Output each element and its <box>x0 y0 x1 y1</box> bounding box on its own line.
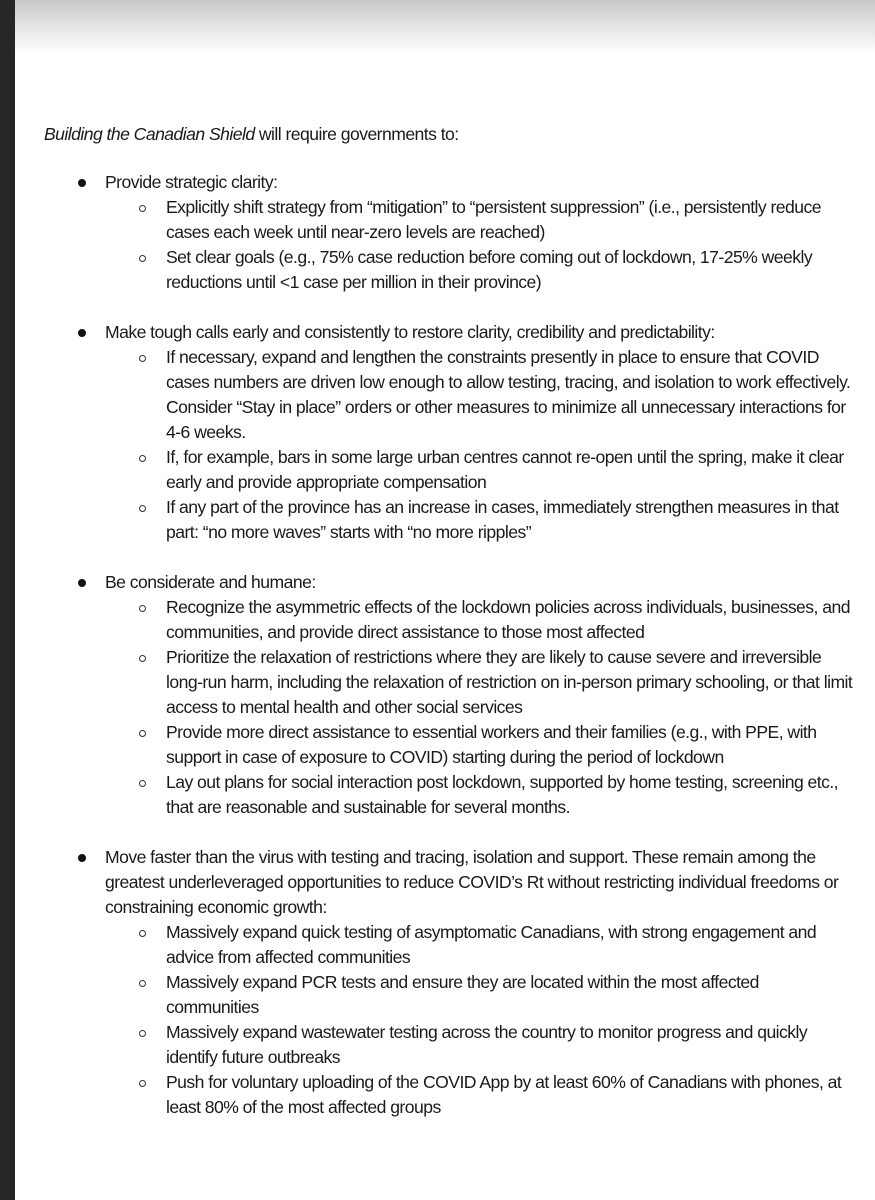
sub-item <box>105 1020 854 1070</box>
bullet-text: Make tough calls early and consistently to restore clarity, credibility and predictability: <box>105 322 715 342</box>
sub-list <box>105 920 854 1120</box>
sub-item <box>105 720 854 770</box>
sub-item-text: Explicitly shift strategy from “mitigation” to “persistent suppression” (i.e., persistently reduce cases each week until near-zero levels are reached) <box>166 197 821 242</box>
sub-bullet-ring-icon <box>139 1080 146 1087</box>
sub-bullet-ring-icon <box>139 930 146 937</box>
page-top-shadow <box>15 0 875 55</box>
sub-item-text: Recognize the asymmetric effects of the lockdown policies across individuals, businesses, and communities, and provide direct assistance to those most affected <box>166 597 850 642</box>
sub-item <box>105 770 854 820</box>
sub-item <box>105 195 854 245</box>
bullet-tough-calls <box>44 320 854 545</box>
sub-item-text: If any part of the province has an increase in cases, immediately strengthen measures in that part: “no more waves” starts with “no more ripples” <box>166 497 839 542</box>
bullet-dot-icon <box>78 854 86 862</box>
sub-item <box>105 495 854 545</box>
sub-bullet-ring-icon <box>139 255 146 262</box>
sub-item-text: Set clear goals (e.g., 75% case reduction before coming out of lockdown, 17-25% weekly reductions until <1 case per million in their province) <box>166 247 813 292</box>
sub-item-text: Lay out plans for social interaction post lockdown, supported by home testing, screening etc., that are reasonable and sustainable for several months. <box>166 772 839 817</box>
sub-bullet-ring-icon <box>139 1030 146 1037</box>
sub-bullet-ring-icon <box>139 780 146 787</box>
sub-item-text: Massively expand quick testing of asymptomatic Canadians, with strong engagement and advice from affected communities <box>166 922 817 967</box>
sub-item <box>105 645 854 720</box>
sub-bullet-ring-icon <box>139 655 146 662</box>
sub-bullet-ring-icon <box>139 205 146 212</box>
bullet-text: Move faster than the virus with testing and tracing, isolation and support. These remain among the greatest underleveraged opportunities to reduce COVID’s Rt without restricting individual freedoms or constraining economic growth: <box>105 847 839 917</box>
sub-item <box>105 920 854 970</box>
sub-item <box>105 1070 854 1120</box>
sub-item-text: Provide more direct assistance to essential workers and their families (e.g., with PPE, with support in case of exposure to COVID) starting during the period of lockdown <box>166 722 817 767</box>
sub-item-text: Push for voluntary uploading of the COVID App by at least 60% of Canadians with phones, at least 80% of the most affected groups <box>166 1072 842 1117</box>
document-body <box>44 122 854 1145</box>
sub-item-text: Prioritize the relaxation of restrictions where they are likely to cause severe and irreversible long-run harm, including the relaxation of restriction on in-person primary schooling, or that limit access to mental health and other social services <box>166 647 853 717</box>
sub-item <box>105 595 854 645</box>
sub-bullet-ring-icon <box>139 455 146 462</box>
sub-item <box>105 345 854 445</box>
sub-list <box>105 595 854 820</box>
sub-item <box>105 445 854 495</box>
bullet-dot-icon <box>78 579 86 587</box>
bullet-testing-tracing <box>44 845 854 1120</box>
sub-item-text: If necessary, expand and lengthen the constraints presently in place to ensure that COVID cases numbers are driven low enough to allow testing, tracing, and isolation to work effectively. Consider “Stay in place” orders or other measures to minimize all unnecessary interactions for 4-6 weeks. <box>166 347 851 442</box>
bullet-considerate-humane <box>44 570 854 820</box>
sub-bullet-ring-icon <box>139 605 146 612</box>
bullet-text: Be considerate and humane: <box>105 572 316 592</box>
sub-bullet-ring-icon <box>139 730 146 737</box>
bullet-dot-icon <box>78 329 86 337</box>
sub-item-text: Massively expand PCR tests and ensure they are located within the most affected communities <box>166 972 759 1017</box>
sub-item <box>105 245 854 295</box>
intro-italic-title: Building the Canadian Shield <box>44 124 255 144</box>
intro-rest: will require governments to: <box>254 124 459 144</box>
bullet-dot-icon <box>78 179 86 187</box>
sub-bullet-ring-icon <box>139 980 146 987</box>
sub-bullet-ring-icon <box>139 355 146 362</box>
sub-list <box>105 195 854 295</box>
sub-list <box>105 345 854 545</box>
bullet-text: Provide strategic clarity: <box>105 172 278 192</box>
sub-item-text: Massively expand wastewater testing across the country to monitor progress and quickly identify future outbreaks <box>166 1022 808 1067</box>
sub-item <box>105 970 854 1020</box>
viewer-left-edge <box>0 0 15 1200</box>
sub-item-text: If, for example, bars in some large urban centres cannot re-open until the spring, make it clear early and provide appropriate compensation <box>166 447 844 492</box>
intro-sentence <box>44 122 854 147</box>
sub-bullet-ring-icon <box>139 505 146 512</box>
bullet-strategic-clarity <box>44 170 854 295</box>
